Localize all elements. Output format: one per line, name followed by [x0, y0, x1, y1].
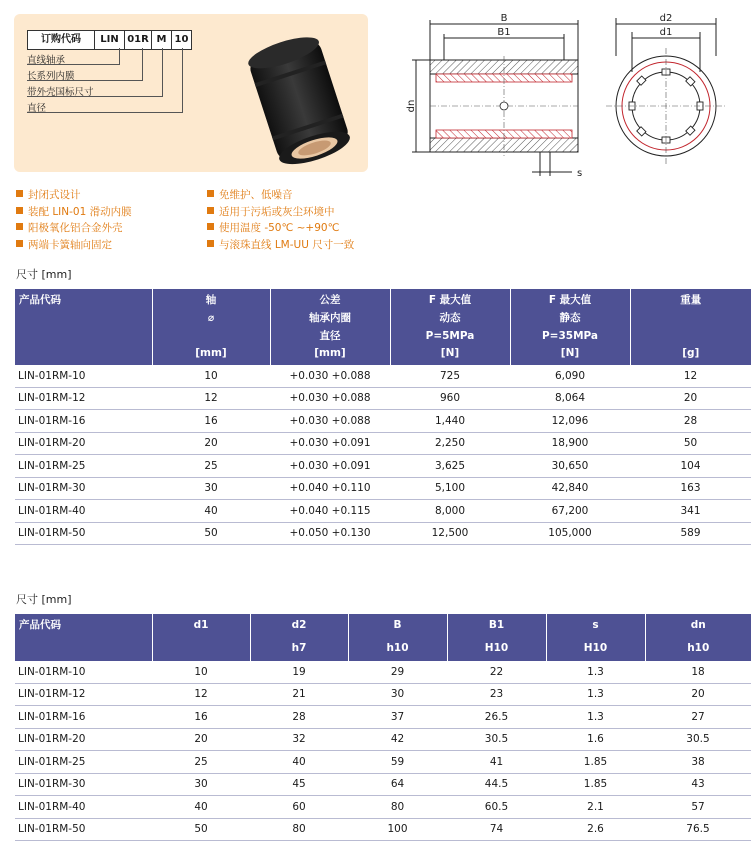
table-cell: 40 — [152, 500, 270, 523]
features-right — [207, 187, 354, 253]
column-header-label: 产品代码 — [19, 619, 61, 631]
table-cell: 12 — [630, 365, 751, 387]
table-cell: +0.050 +0.130 — [270, 522, 390, 545]
column-header-label: B — [393, 619, 402, 631]
feature-item: 两端卡簧轴向固定 — [16, 237, 132, 254]
bullet-square-icon — [207, 190, 214, 197]
column-header-unit: h10 — [687, 642, 710, 654]
column-header-unit: h7 — [291, 642, 307, 654]
table-row — [15, 796, 751, 819]
bracket-line — [27, 48, 183, 113]
table-row — [15, 455, 751, 478]
table-cell: 12 — [152, 683, 250, 706]
table-cell: 30 — [348, 683, 447, 706]
table-row — [15, 500, 751, 523]
table-cell: 41 — [447, 751, 546, 774]
table-row — [15, 706, 751, 729]
column-header — [152, 614, 250, 661]
table-cell: 60.5 — [447, 796, 546, 819]
order-code-panel — [14, 14, 368, 172]
table-cell: 28 — [630, 410, 751, 433]
table-cell: 8,000 — [390, 500, 510, 523]
technical-drawing — [400, 10, 750, 185]
table-cell: 341 — [630, 500, 751, 523]
table1-title: 尺寸 [mm] — [16, 268, 72, 281]
column-header-unit: [g] — [682, 347, 700, 359]
table-cell: 28 — [250, 706, 348, 729]
column-header-label: d2 — [291, 619, 307, 631]
table-cell: 64 — [348, 773, 447, 796]
table-cell: 1.3 — [546, 706, 645, 729]
column-header-label: ⌀ — [207, 312, 215, 324]
table-cell: 27 — [645, 706, 751, 729]
features-left — [16, 187, 132, 253]
table-cell: 2,250 — [390, 432, 510, 455]
table-cell: 10 — [152, 365, 270, 387]
column-header-label: P=5MPa — [425, 330, 475, 342]
order-code-label: 直线轴承 — [27, 55, 66, 66]
table-cell: LIN-01RM-30 — [15, 477, 152, 500]
table-cell: 3,625 — [390, 455, 510, 478]
table-cell: +0.030 +0.091 — [270, 455, 390, 478]
table-cell: 30 — [152, 773, 250, 796]
table-cell: 80 — [348, 796, 447, 819]
column-header-label: 重量 — [680, 294, 702, 306]
table-row — [15, 365, 751, 387]
table-cell: 1.3 — [546, 683, 645, 706]
table-cell: 1.6 — [546, 728, 645, 751]
dimension-dn: dn — [406, 99, 417, 113]
table-cell: 20 — [630, 387, 751, 410]
table-cell: 38 — [645, 751, 751, 774]
table-cell: LIN-01RM-50 — [15, 522, 152, 545]
bullet-square-icon — [16, 190, 23, 197]
column-header — [152, 289, 270, 365]
table2-title: 尺寸 [mm] — [16, 593, 72, 606]
feature-item: 使用温度 -50℃ ~+90℃ — [207, 220, 354, 237]
column-header-unit: [mm] — [195, 347, 227, 359]
table-cell: 725 — [390, 365, 510, 387]
table-cell: LIN-01RM-30 — [15, 773, 152, 796]
column-header — [15, 614, 152, 661]
table-cell: 32 — [250, 728, 348, 751]
feature-item: 阳极氧化铝合金外壳 — [16, 220, 132, 237]
table-cell: +0.040 +0.115 — [270, 500, 390, 523]
bullet-square-icon — [207, 207, 214, 214]
dimension-d1: d1 — [659, 27, 673, 38]
table-cell: LIN-01RM-50 — [15, 818, 152, 841]
column-header-label: 公差 — [319, 294, 341, 306]
feature-item: 免维护、低噪音 — [207, 187, 354, 204]
table-cell: 50 — [152, 818, 250, 841]
table-cell: 589 — [630, 522, 751, 545]
spec-table-load — [15, 289, 751, 545]
column-header-unit: [N] — [440, 347, 460, 359]
table-cell: 57 — [645, 796, 751, 819]
table-cell: LIN-01RM-16 — [15, 706, 152, 729]
table-cell: 18 — [645, 661, 751, 683]
column-header-label: B1 — [488, 619, 505, 631]
table-cell: +0.030 +0.088 — [270, 387, 390, 410]
table-cell: 30.5 — [645, 728, 751, 751]
column-header — [15, 289, 152, 365]
table-cell: 45 — [250, 773, 348, 796]
table-cell: LIN-01RM-12 — [15, 387, 152, 410]
bullet-square-icon — [207, 240, 214, 247]
table-cell: 25 — [152, 455, 270, 478]
table-cell: 104 — [630, 455, 751, 478]
table-cell: 74 — [447, 818, 546, 841]
spec-table-dimensions — [15, 614, 751, 841]
table-cell: 12,500 — [390, 522, 510, 545]
table-cell: 29 — [348, 661, 447, 683]
table-cell: 20 — [152, 728, 250, 751]
table-cell: LIN-01RM-25 — [15, 455, 152, 478]
table-cell: LIN-01RM-12 — [15, 683, 152, 706]
column-header-label: F 最大值 — [428, 294, 472, 306]
table-cell: 100 — [348, 818, 447, 841]
table-cell: 44.5 — [447, 773, 546, 796]
table-cell: 2.1 — [546, 796, 645, 819]
column-header-unit: [N] — [560, 347, 580, 359]
table-cell: +0.030 +0.091 — [270, 432, 390, 455]
table-row — [15, 522, 751, 545]
table-cell: +0.030 +0.088 — [270, 365, 390, 387]
table-cell: 30 — [152, 477, 270, 500]
dimension-d2: d2 — [659, 13, 673, 24]
table-cell: 25 — [152, 751, 250, 774]
feature-item: 与滚珠直线 LM-UU 尺寸一致 — [207, 237, 354, 254]
table-cell: 21 — [250, 683, 348, 706]
column-header — [348, 614, 447, 661]
column-header-label: P=35MPa — [541, 330, 599, 342]
bullet-square-icon — [16, 223, 23, 230]
column-header — [447, 614, 546, 661]
column-header-unit: [mm] — [314, 347, 346, 359]
table-row — [15, 661, 751, 683]
bullet-square-icon — [16, 207, 23, 214]
table-cell: 76.5 — [645, 818, 751, 841]
column-header-label: d1 — [193, 619, 209, 631]
table-cell: LIN-01RM-20 — [15, 728, 152, 751]
order-code-label: 直径 — [27, 103, 47, 114]
column-header-label: F 最大值 — [548, 294, 592, 306]
table-cell: 19 — [250, 661, 348, 683]
table-cell: 6,090 — [510, 365, 630, 387]
table-cell: 37 — [348, 706, 447, 729]
table-cell: LIN-01RM-16 — [15, 410, 152, 433]
feature-item: 封闭式设计 — [16, 187, 132, 204]
table-cell: 18,900 — [510, 432, 630, 455]
table-cell: 1.3 — [546, 661, 645, 683]
column-header-unit: H10 — [484, 642, 509, 654]
table-cell: 50 — [630, 432, 751, 455]
table-cell: 60 — [250, 796, 348, 819]
table-cell: 20 — [152, 432, 270, 455]
table-row — [15, 432, 751, 455]
table-cell: +0.030 +0.088 — [270, 410, 390, 433]
table-cell: 1,440 — [390, 410, 510, 433]
bullet-square-icon — [16, 240, 23, 247]
dimension-s: s — [577, 168, 583, 179]
feature-item: 装配 LIN-01 滑动内膜 — [16, 204, 132, 221]
column-header-label: 直径 — [319, 330, 341, 342]
column-header — [250, 614, 348, 661]
dimension-B1: B1 — [497, 27, 511, 38]
table-row — [15, 683, 751, 706]
column-header — [270, 289, 390, 365]
table-cell: 2.6 — [546, 818, 645, 841]
table-cell: 1.85 — [546, 773, 645, 796]
column-header-label: 动态 — [439, 312, 461, 324]
column-header-label: dn — [690, 619, 706, 631]
table-cell: LIN-01RM-10 — [15, 365, 152, 387]
column-header-label: 轴 — [205, 294, 217, 306]
column-header — [645, 614, 751, 661]
table-cell: 5,100 — [390, 477, 510, 500]
column-header — [390, 289, 510, 365]
table-cell: 30.5 — [447, 728, 546, 751]
table-cell: 8,064 — [510, 387, 630, 410]
table-cell: 42,840 — [510, 477, 630, 500]
table-cell: LIN-01RM-25 — [15, 751, 152, 774]
order-code-segment: 01R — [124, 30, 152, 50]
order-code-label: 长系列内膜 — [27, 71, 75, 82]
table-cell: LIN-01RM-10 — [15, 661, 152, 683]
table-cell: 50 — [152, 522, 270, 545]
column-header — [630, 289, 751, 365]
table-row — [15, 410, 751, 433]
bullet-square-icon — [207, 223, 214, 230]
table-cell: 40 — [250, 751, 348, 774]
order-code-label: 带外壳国标尺寸 — [27, 87, 94, 98]
table-row — [15, 773, 751, 796]
table-row — [15, 387, 751, 410]
dimension-B: B — [500, 13, 508, 24]
table-cell: 10 — [152, 661, 250, 683]
order-code-header: 订购代码 — [27, 30, 95, 50]
column-header-unit: H10 — [583, 642, 608, 654]
table-header-row — [15, 614, 751, 661]
table-cell: 40 — [152, 796, 250, 819]
table-cell: 163 — [630, 477, 751, 500]
order-code-segment: 10 — [171, 30, 192, 50]
table-cell: LIN-01RM-40 — [15, 500, 152, 523]
column-header-label: 静态 — [559, 312, 581, 324]
column-header-unit: h10 — [386, 642, 409, 654]
table-cell: LIN-01RM-20 — [15, 432, 152, 455]
table-cell: +0.040 +0.110 — [270, 477, 390, 500]
table-cell: 20 — [645, 683, 751, 706]
table-row — [15, 818, 751, 841]
table-row — [15, 728, 751, 751]
table-cell: 22 — [447, 661, 546, 683]
table-cell: 30,650 — [510, 455, 630, 478]
table-cell: 80 — [250, 818, 348, 841]
column-header — [546, 614, 645, 661]
table-cell: LIN-01RM-40 — [15, 796, 152, 819]
table-cell: 1.85 — [546, 751, 645, 774]
column-header — [510, 289, 630, 365]
column-header-label: s — [592, 619, 599, 631]
table-cell: 43 — [645, 773, 751, 796]
bearing-photo — [224, 36, 364, 166]
column-header-label: 轴承内圈 — [309, 312, 351, 324]
table-cell: 12 — [152, 387, 270, 410]
feature-item: 适用于污垢或灰尘环境中 — [207, 204, 354, 221]
table-cell: 23 — [447, 683, 546, 706]
table-cell: 105,000 — [510, 522, 630, 545]
order-code-row — [27, 30, 191, 50]
order-code-segment: M — [151, 30, 172, 50]
table-cell: 16 — [152, 706, 250, 729]
order-code-segment: LIN — [94, 30, 125, 50]
column-header-label: 产品代码 — [19, 294, 61, 306]
table-header-row — [15, 289, 751, 365]
table-cell: 960 — [390, 387, 510, 410]
table-cell: 59 — [348, 751, 447, 774]
table-row — [15, 477, 751, 500]
table-cell: 12,096 — [510, 410, 630, 433]
table-cell: 42 — [348, 728, 447, 751]
table-cell: 67,200 — [510, 500, 630, 523]
table-cell: 26.5 — [447, 706, 546, 729]
table-row — [15, 751, 751, 774]
table-cell: 16 — [152, 410, 270, 433]
